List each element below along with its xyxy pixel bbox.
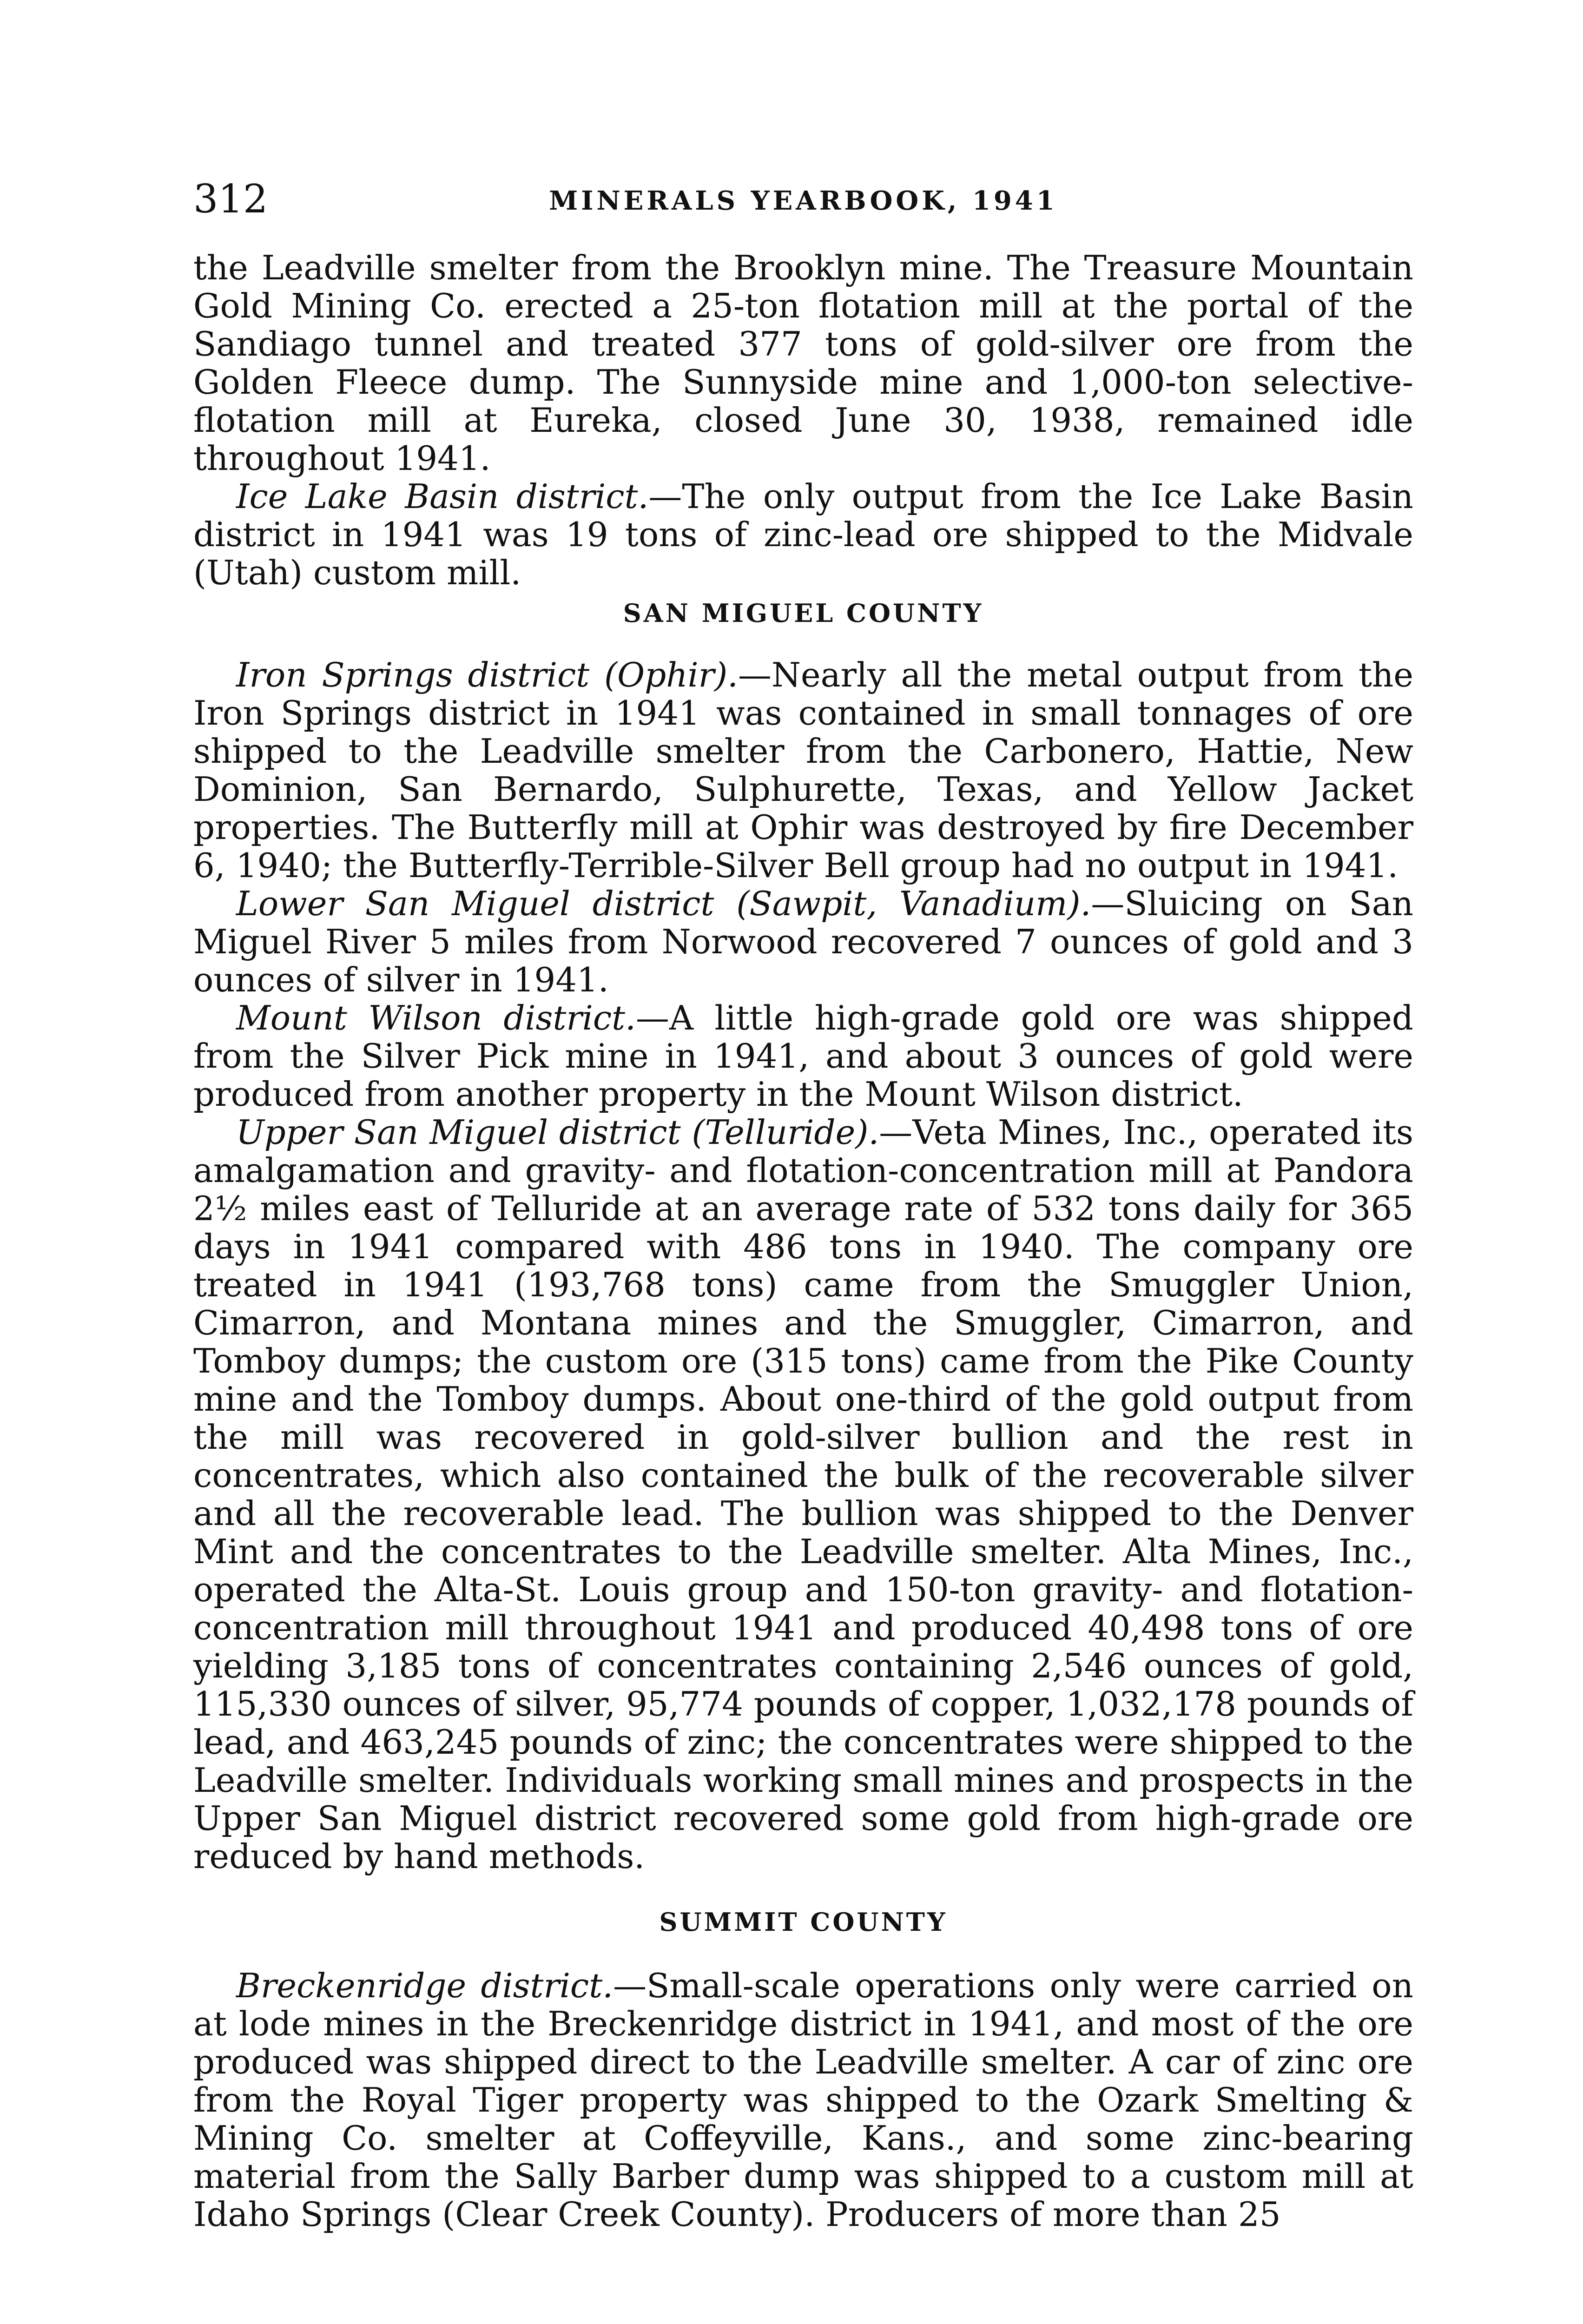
- paragraph-iron-springs: [193, 656, 1413, 885]
- paragraph-text-upper-san-miguel: —Veta Mines, Inc., operated its amalgamation and gravity- and flotation-concentration mill at Pandora 2½ miles east of Telluride at an average rate of 532 tons daily for 365 days in 1941 compared with 486 tons in 1940. The company ore treated in 1941 (193,768 tons) came from the Smuggler Union, Cimarron, and Montana mines and the Smuggler, Cimarron, and Tomboy dumps; the custom ore (315 tons) came from the Pike County mine and the Tomboy dumps. About one-third of the gold output from the mill was recovered in gold-silver bullion and the rest in concentrates, which also contained the bulk of the recoverable silver and all the recoverable lead. The bullion was shipped to the Denver Mint and the concentrates to the Leadville smelter. Alta Mines, Inc., operated the Alta-St. Louis group and 150-ton gravity- and flotation-concentration mill throughout 1941 and produced 40,498 tons of ore yielding 3,185 tons of concentrates containing 2,546 ounces of gold, 115,330 ounces of silver, 95,774 pounds of copper, 1,032,178 pounds of lead, and 463,245 pounds of zinc; the concentrates were shipped to the Leadville smelter. Individuals working small mines and prospects in the Upper San Miguel district recovered some gold from high-grade ore reduced by hand methods.: [193, 1113, 1413, 1876]
- body-text: [193, 249, 1413, 2233]
- district-heading-ice-lake-basin: Ice Lake Basin district.: [236, 477, 649, 516]
- district-heading-breckenridge: Breckenridge district.: [236, 1966, 613, 2005]
- continued-paragraph: the Leadville smelter from the Brooklyn mine. The Treasure Mountain Gold Mining Co. erected a 25-ton flotation mill at the portal of the Sandiago tunnel and treated 377 tons of gold-silver ore from the Golden Fleece dump. The Sunnyside mine and 1,000-ton selective-flotation mill at Eureka, closed June 30, 1938, remained idle throughout 1941.: [193, 248, 1413, 478]
- page-number: 312: [193, 176, 268, 222]
- district-heading-lower-san-miguel: Lower San Miguel district (Sawpit, Vanadium).: [236, 884, 1091, 923]
- running-head: MINERALS YEARBOOK, 1941: [549, 185, 1058, 216]
- paragraph-text-iron-springs: —Nearly all the metal output from the Iron Springs district in 1941 was contained in small tonnages of ore shipped to the Leadville smelter from the Carbonero, Hattie, New Dominion, San Bernardo, Sulphurette, Texas, and Yellow Jacket properties. The Butterfly mill at Ophir was destroyed by fire December 6, 1940; the Butterfly-Terrible-Silver Bell group had no output in 1941.: [193, 655, 1413, 885]
- district-heading-mount-wilson: Mount Wilson district.: [236, 998, 636, 1037]
- paragraph-text-ice-lake-basin: —The only output from the Ice Lake Basin district in 1941 was 19 tons of zinc-lead ore shipped to the Midvale (Utah) custom mill.: [193, 477, 1413, 592]
- section-title-san-miguel-county: SAN MIGUEL COUNTY: [623, 598, 984, 628]
- paragraph-text-breckenridge: —Small-scale operations only were carried on at lode mines in the Breckenridge district in 1941, and most of the ore produced was shipped direct to the Leadville smelter. A car of zinc ore from the Royal Tiger property was shipped to the Ozark Smelting & Mining Co. smelter at Coffeyville, Kans., and some zinc-bearing material from the Sally Barber dump was shipped to a custom mill at Idaho Springs (Clear Creek County). Producers of more than 25: [193, 1966, 1413, 2234]
- paragraph-ice-lake-basin: [193, 477, 1413, 592]
- district-heading-iron-springs: Iron Springs district (Ophir).: [236, 655, 739, 694]
- paragraph-text-lower-san-miguel: —Sluicing on San Miguel River 5 miles from Norwood recovered 7 ounces of gold and 3 ounces of silver in 1941.: [193, 884, 1413, 999]
- district-heading-upper-san-miguel: Upper San Miguel district (Telluride).: [236, 1113, 879, 1152]
- section-title-summit-county: SUMMIT COUNTY: [659, 1907, 948, 1937]
- paragraph-upper-san-miguel: [193, 1113, 1413, 1875]
- paragraph-lower-san-miguel: [193, 885, 1413, 999]
- paragraph-mount-wilson: [193, 999, 1413, 1113]
- paragraph-breckenridge: [193, 1967, 1413, 2233]
- paragraph-text-mount-wilson: —A little high-grade gold ore was shipped from the Silver Pick mine in 1941, and about 3 ounces of gold were produced from another property in the Mount Wilson district.: [193, 998, 1413, 1114]
- page-header: [193, 176, 1413, 227]
